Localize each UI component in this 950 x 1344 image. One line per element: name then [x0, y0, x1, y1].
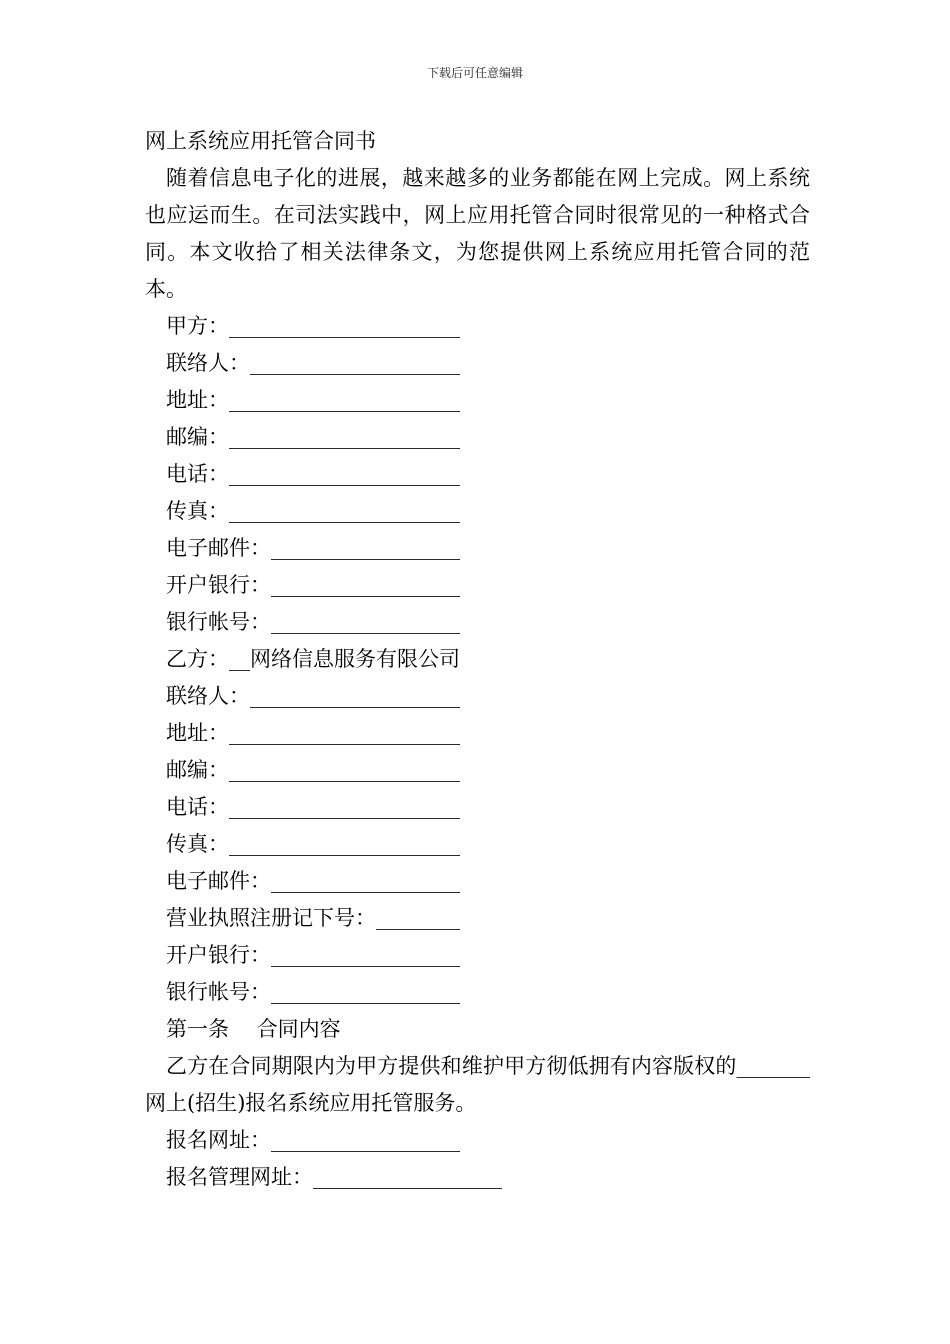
party-a-account: 银行帐号：__________________: [166, 610, 460, 634]
registration-admin-url: 报名管理网址：__________________: [166, 1165, 502, 1189]
intro-paragraph: 随着信息电子化的进展，越来越多的业务都能在网上完成。网上系统也应运而生。在司法实践中，网上应用托管合同时很常见的一种格式合同。本文收拾了相关法律条文，为您提供网上系统应用托管合同的范本。: [145, 166, 810, 301]
article-1-heading: 第一条 合同内容: [166, 1017, 341, 1041]
registration-url: 报名网址：__________________: [166, 1128, 460, 1152]
party-b-name: 乙方：__网络信息服务有限公司: [166, 647, 460, 671]
document-body: [145, 123, 810, 1196]
party-a-phone: 电话：______________________: [166, 462, 460, 486]
party-b-postcode: 邮编：______________________: [166, 758, 460, 782]
party-b-address: 地址：______________________: [166, 721, 460, 745]
party-b-license: 营业执照注册记下号：________: [166, 906, 460, 930]
party-a-postcode: 邮编：______________________: [166, 425, 460, 449]
page-header: 下载后可任意编辑: [426, 66, 523, 80]
party-a-bank: 开户银行：__________________: [166, 573, 460, 597]
party-a-name: 甲方：______________________: [166, 314, 460, 338]
party-a-contact: 联络人：____________________: [166, 351, 460, 375]
party-b-bank: 开户银行：__________________: [166, 943, 460, 967]
party-b-fax: 传真：______________________: [166, 832, 460, 856]
party-a-fax: 传真：______________________: [166, 499, 460, 523]
party-a-address: 地址：______________________: [166, 388, 460, 412]
party-a-email: 电子邮件：__________________: [166, 536, 460, 560]
document-title: 网上系统应用托管合同书: [145, 129, 376, 153]
party-b-phone: 电话：______________________: [166, 795, 460, 819]
party-b-email: 电子邮件：__________________: [166, 869, 460, 893]
party-b-contact: 联络人：____________________: [166, 684, 460, 708]
article-1-body: 乙方在合同期限内为甲方提供和维护甲方彻低拥有内容版权的_______网上(招生)报名系统应用托管服务。: [145, 1054, 810, 1115]
party-b-account: 银行帐号：__________________: [166, 980, 460, 1004]
